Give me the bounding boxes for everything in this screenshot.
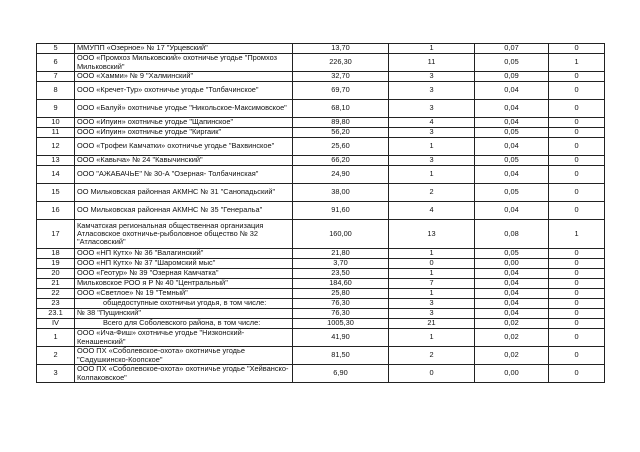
table-row	[37, 259, 605, 269]
row-name-cell: ООО «Кречет-Тур» охотничье угодье "Толбачинское"	[75, 82, 293, 100]
row-density-cell: 0,04	[475, 289, 549, 299]
row-count-cell: 3	[389, 82, 475, 100]
row-number-cell: 23	[37, 299, 75, 309]
row-number-cell: 10	[37, 118, 75, 128]
table-row	[37, 72, 605, 82]
row-count-cell: 0	[389, 365, 475, 383]
row-limit-cell: 0	[549, 166, 605, 184]
row-name-cell: ООО «НП Кутх» № 36 "Валагинский"	[75, 249, 293, 259]
row-name-cell: Камчатская региональная общественная организация Атласовское охотничье-рыболовное общество № 32 "Атласовский"	[75, 220, 293, 249]
row-area-cell: 41,90	[293, 329, 389, 347]
table-row	[37, 289, 605, 299]
row-area-cell: 66,20	[293, 156, 389, 166]
table-row	[37, 249, 605, 259]
row-limit-cell: 0	[549, 202, 605, 220]
row-count-cell: 3	[389, 156, 475, 166]
row-area-cell: 32,70	[293, 72, 389, 82]
row-count-cell: 3	[389, 100, 475, 118]
row-count-cell: 4	[389, 118, 475, 128]
row-number-cell: 19	[37, 259, 75, 269]
row-number-cell: 21	[37, 279, 75, 289]
row-count-cell: 1	[389, 138, 475, 156]
row-count-cell: 3	[389, 309, 475, 319]
row-limit-cell: 0	[549, 279, 605, 289]
row-density-cell: 0,00	[475, 259, 549, 269]
row-area-cell: 38,00	[293, 184, 389, 202]
row-limit-cell: 0	[549, 44, 605, 54]
table-body	[37, 44, 605, 383]
row-density-cell: 0,08	[475, 220, 549, 249]
table-row	[37, 138, 605, 156]
row-number-cell: 9	[37, 100, 75, 118]
row-density-cell: 0,05	[475, 184, 549, 202]
row-area-cell: 1005,30	[293, 319, 389, 329]
row-limit-cell: 0	[549, 249, 605, 259]
row-area-cell: 25,60	[293, 138, 389, 156]
row-density-cell: 0,04	[475, 299, 549, 309]
row-area-cell: 89,80	[293, 118, 389, 128]
row-name-cell: ООО «Балуй» охотничье угодье "Никольское-Максимовское"	[75, 100, 293, 118]
table-row	[37, 347, 605, 365]
table-row	[37, 118, 605, 128]
table-row	[37, 299, 605, 309]
row-density-cell: 0,05	[475, 128, 549, 138]
table-row	[37, 82, 605, 100]
row-count-cell: 7	[389, 279, 475, 289]
row-density-cell: 0,04	[475, 166, 549, 184]
row-density-cell: 0,04	[475, 118, 549, 128]
row-number-cell: 15	[37, 184, 75, 202]
row-limit-cell: 1	[549, 220, 605, 249]
row-limit-cell: 0	[549, 347, 605, 365]
row-density-cell: 0,04	[475, 279, 549, 289]
table-row	[37, 365, 605, 383]
row-limit-cell: 0	[549, 82, 605, 100]
row-name-cell: ОО Мильковская районная АКМНС № 31 "Санопадьский"	[75, 184, 293, 202]
row-name-cell: ООО «Промхоз Мильковский» охотничье угодье "Промхоз Мильковский"	[75, 54, 293, 72]
row-number-cell: 23.1	[37, 309, 75, 319]
row-count-cell: 1	[389, 329, 475, 347]
row-number-cell: 6	[37, 54, 75, 72]
row-density-cell: 0,07	[475, 44, 549, 54]
table-row	[37, 269, 605, 279]
row-limit-cell: 0	[549, 138, 605, 156]
row-density-cell: 0,04	[475, 138, 549, 156]
row-limit-cell: 1	[549, 54, 605, 72]
row-name-cell: ООО ПХ «Соболевское-охота» охотничье угодье "Хейванско-Колпаковское"	[75, 365, 293, 383]
row-density-cell: 0,04	[475, 269, 549, 279]
row-name-cell: ООО «Геотур» № 39 "Озерная Камчатка"	[75, 269, 293, 279]
row-density-cell: 0,04	[475, 100, 549, 118]
row-count-cell: 3	[389, 72, 475, 82]
row-limit-cell: 0	[549, 156, 605, 166]
row-name-cell: ММУПП «Озерное» № 17 "Урцевский"	[75, 44, 293, 54]
row-count-cell: 1	[389, 44, 475, 54]
row-name-cell: № 38 "Пущинский"	[75, 309, 293, 319]
row-density-cell: 0,04	[475, 82, 549, 100]
row-number-cell: 14	[37, 166, 75, 184]
table-row	[37, 220, 605, 249]
row-name-cell: ОО Мильковская районная АКМНС № 35 "Генеральа"	[75, 202, 293, 220]
hunting-grounds-table	[36, 43, 605, 383]
row-name-cell: ООО "АЖАБАЧЬЕ" № 30-А "Озерная- Толбачинская"	[75, 166, 293, 184]
table-row	[37, 128, 605, 138]
row-name-cell: Всего для Соболевского района, в том числе:	[75, 319, 293, 329]
row-density-cell: 0,02	[475, 319, 549, 329]
row-name-cell: ООО «Ипуин» охотничье угодье "Щапинское"	[75, 118, 293, 128]
row-number-cell: 17	[37, 220, 75, 249]
row-area-cell: 76,30	[293, 309, 389, 319]
row-name-cell: ООО «Кавыча» № 24 "Кавычинский"	[75, 156, 293, 166]
row-name-cell: ООО «Ича-Фиш» охотничье угодье "Низконский-Кенашенский"	[75, 329, 293, 347]
row-number-cell: 8	[37, 82, 75, 100]
row-number-cell: 13	[37, 156, 75, 166]
row-density-cell: 0,05	[475, 249, 549, 259]
table-row	[37, 184, 605, 202]
row-density-cell: 0,00	[475, 365, 549, 383]
row-limit-cell: 0	[549, 128, 605, 138]
row-limit-cell: 0	[549, 319, 605, 329]
row-area-cell: 160,00	[293, 220, 389, 249]
row-name-cell: ООО «Хамми» № 9 "Халминский"	[75, 72, 293, 82]
row-name-cell: ООО «Трофеи Камчатки» охотничье угодье "Вахвинское"	[75, 138, 293, 156]
row-count-cell: 13	[389, 220, 475, 249]
document-page	[36, 43, 604, 383]
row-number-cell: 20	[37, 269, 75, 279]
row-number-cell: 3	[37, 365, 75, 383]
row-number-cell: 7	[37, 72, 75, 82]
row-limit-cell: 0	[549, 118, 605, 128]
row-area-cell: 25,80	[293, 289, 389, 299]
row-count-cell: 2	[389, 347, 475, 365]
table-row	[37, 54, 605, 72]
row-density-cell: 0,04	[475, 202, 549, 220]
row-limit-cell: 0	[549, 184, 605, 202]
row-name-cell: ООО ПХ «Соболевское-охота» охотничье угодье "Садушкинско-Коопское"	[75, 347, 293, 365]
row-area-cell: 23,50	[293, 269, 389, 279]
table-row	[37, 309, 605, 319]
row-density-cell: 0,02	[475, 329, 549, 347]
row-count-cell: 4	[389, 202, 475, 220]
row-area-cell: 69,70	[293, 82, 389, 100]
row-name-cell: ООО «НП Кутх» № 37 "Шаромский мыс"	[75, 259, 293, 269]
table-row	[37, 202, 605, 220]
row-name-cell: Мильковское РОО я Р № 40 "Центральный"	[75, 279, 293, 289]
table-row	[37, 329, 605, 347]
row-density-cell: 0,02	[475, 347, 549, 365]
row-number-cell: 5	[37, 44, 75, 54]
row-area-cell: 91,60	[293, 202, 389, 220]
row-number-cell: 2	[37, 347, 75, 365]
row-count-cell: 11	[389, 54, 475, 72]
row-name-cell: ООО «Ипуин» охотничье угодье "Киргаик"	[75, 128, 293, 138]
row-area-cell: 3,70	[293, 259, 389, 269]
row-area-cell: 24,90	[293, 166, 389, 184]
row-count-cell: 0	[389, 259, 475, 269]
row-name-cell: общедоступные охотничьи угодья, в том числе:	[75, 299, 293, 309]
row-count-cell: 1	[389, 249, 475, 259]
row-area-cell: 226,30	[293, 54, 389, 72]
row-count-cell: 21	[389, 319, 475, 329]
row-area-cell: 21,80	[293, 249, 389, 259]
row-limit-cell: 0	[549, 329, 605, 347]
row-area-cell: 68,10	[293, 100, 389, 118]
row-number-cell: 11	[37, 128, 75, 138]
row-number-cell: 16	[37, 202, 75, 220]
row-number-cell: 18	[37, 249, 75, 259]
row-area-cell: 56,20	[293, 128, 389, 138]
row-area-cell: 13,70	[293, 44, 389, 54]
row-limit-cell: 0	[549, 299, 605, 309]
row-number-cell: 12	[37, 138, 75, 156]
table-row	[37, 279, 605, 289]
row-count-cell: 1	[389, 269, 475, 279]
row-count-cell: 1	[389, 289, 475, 299]
row-name-cell: ООО «Светлое» № 19 "Темный"	[75, 289, 293, 299]
row-count-cell: 3	[389, 299, 475, 309]
row-limit-cell: 0	[549, 269, 605, 279]
row-number-cell: IV	[37, 319, 75, 329]
table-row	[37, 100, 605, 118]
table-row	[37, 319, 605, 329]
row-number-cell: 22	[37, 289, 75, 299]
row-count-cell: 3	[389, 128, 475, 138]
row-area-cell: 76,30	[293, 299, 389, 309]
row-number-cell: 1	[37, 329, 75, 347]
row-count-cell: 1	[389, 166, 475, 184]
row-density-cell: 0,05	[475, 156, 549, 166]
row-limit-cell: 0	[549, 309, 605, 319]
row-density-cell: 0,05	[475, 54, 549, 72]
row-area-cell: 81,50	[293, 347, 389, 365]
row-area-cell: 6,90	[293, 365, 389, 383]
row-limit-cell: 0	[549, 72, 605, 82]
row-count-cell: 2	[389, 184, 475, 202]
table-row	[37, 156, 605, 166]
row-limit-cell: 0	[549, 289, 605, 299]
table-row	[37, 44, 605, 54]
row-limit-cell: 0	[549, 365, 605, 383]
row-limit-cell: 0	[549, 259, 605, 269]
row-density-cell: 0,04	[475, 309, 549, 319]
row-area-cell: 184,60	[293, 279, 389, 289]
table-row	[37, 166, 605, 184]
row-density-cell: 0,09	[475, 72, 549, 82]
row-limit-cell: 0	[549, 100, 605, 118]
